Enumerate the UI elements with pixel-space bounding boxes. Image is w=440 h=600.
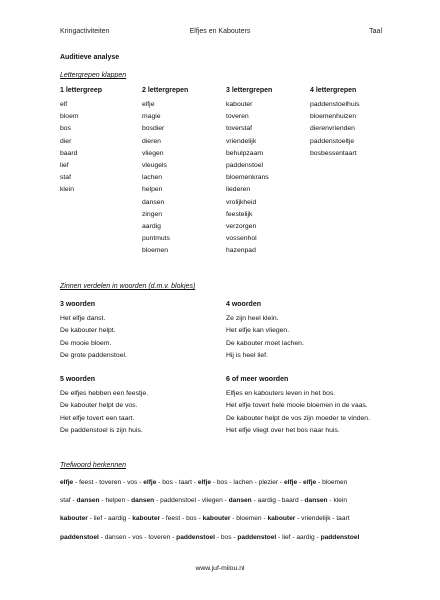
list-item: Hij is heel lief. [226, 352, 268, 360]
list-item: vliegen [142, 149, 164, 157]
list-item: aardig [142, 222, 161, 230]
list-item: hazenpad [226, 247, 256, 255]
keyword-highlight: paddenstoel [176, 534, 216, 541]
keyword-highlight: dansen [131, 497, 155, 504]
list-item: paddenstoelhuis [310, 101, 360, 108]
list-item: Het elfje kan vliegen. [226, 327, 290, 335]
list-item: Het elfje tovert hele mooie bloemen in de vaas. [226, 402, 368, 410]
word-list [142, 99, 188, 257]
keyword-filler: - bos - [215, 534, 238, 541]
column-heading: 2 lettergrepen [142, 87, 189, 94]
keyword-highlight: kabouter [132, 515, 161, 522]
keyword-line-3 [60, 516, 350, 523]
list-item: Ze zijn heel klein. [226, 315, 279, 322]
list-item: liederen [226, 186, 251, 194]
list-item: dier [60, 137, 72, 145]
column-heading: 1 lettergreep [60, 87, 103, 94]
keyword-highlight: elfje [197, 479, 212, 486]
list-item: Elfjes en kabouters leven in het bos. [226, 390, 336, 397]
sentence-block-5 [60, 376, 148, 438]
word-list [60, 99, 102, 197]
list-item: De paddenstoel is zijn huis. [60, 427, 143, 435]
keyword-filler: - [297, 479, 304, 486]
keyword-highlight: elfje [283, 479, 298, 486]
syllable-column-3 [226, 87, 272, 257]
keyword-filler: staf - [60, 497, 77, 504]
keyword-highlight: elfje [303, 479, 317, 486]
list-item: De kabouter helpt de vos zijn moeder te vinden. [226, 414, 370, 422]
keyword-filler: - vriendelijk - taart [295, 515, 350, 522]
syllable-column-2 [142, 87, 188, 257]
section-heading-syllables: Lettergrepen klappen [60, 72, 127, 79]
list-item: vleugels [142, 161, 167, 169]
list-item: elfje [142, 101, 155, 108]
list-item: dansen [142, 198, 165, 206]
sentence-list [226, 313, 304, 363]
keyword-line-2 [60, 498, 347, 505]
header-center: Elfjes en Kabouters [189, 28, 251, 35]
keyword-filler: - bos - lachen - plezier - [211, 479, 284, 486]
list-item: staf [60, 174, 71, 182]
syllable-column-1 [60, 87, 102, 197]
keyword-filler: - feest - bos - [160, 515, 203, 522]
list-item: Het elfje vliegt over het bos naar huis. [226, 427, 340, 435]
syllable-column-4 [310, 87, 360, 160]
sentence-list [60, 388, 148, 438]
header-right: Taal [369, 28, 382, 35]
list-item: elf [60, 101, 68, 108]
keyword-filler: - helpen - [99, 497, 132, 504]
keyword-highlight: kabouter [202, 515, 231, 522]
page-title: Auditieve analyse [60, 54, 120, 61]
list-item: toveren [226, 113, 249, 121]
list-item: puntmuts [142, 235, 170, 243]
column-heading: 3 lettergrepen [226, 87, 273, 94]
list-item: kabouter [226, 101, 253, 108]
word-list [310, 99, 360, 160]
list-item: magie [142, 113, 161, 121]
keyword-line-1 [60, 480, 347, 487]
list-item: behulpzaam [226, 149, 264, 157]
keyword-highlight: elfje [143, 479, 157, 486]
list-item: toverstaf [226, 125, 253, 133]
keyword-filler: - bos - taart - [156, 479, 198, 486]
list-item: feestelijk [226, 210, 253, 218]
list-item: De kabouter helpt. [60, 327, 116, 335]
keyword-filler: - bloemen [316, 479, 348, 486]
keyword-highlight: kabouter [267, 515, 296, 522]
keyword-highlight: kabouter [60, 515, 88, 522]
keyword-highlight: paddenstoel [237, 534, 277, 541]
keyword-highlight: paddenstoel [60, 534, 99, 541]
keyword-highlight: dansen [304, 497, 328, 504]
list-item: dieren [142, 137, 161, 145]
list-item: vrolijkheid [226, 198, 257, 206]
list-item: bosdier [142, 125, 165, 133]
list-item: helpen [142, 186, 163, 194]
keyword-highlight: dansen [228, 497, 252, 504]
keyword-filler: - feest - toveren - vos - [73, 479, 144, 486]
list-item: dierenvrienden [310, 125, 355, 133]
block-heading: 4 woorden [226, 301, 262, 308]
keyword-filler: - lief - aardig - [87, 515, 133, 522]
list-item: De elfjes hebben een feestje. [60, 390, 149, 397]
list-item: bloem [60, 113, 79, 121]
keyword-highlight: paddenstoel [320, 534, 360, 541]
list-item: lachen [142, 174, 163, 182]
keyword-highlight: dansen [76, 497, 100, 504]
keyword-line-4 [60, 535, 359, 542]
keyword-filler: - aardig - baard - [251, 497, 305, 504]
keyword-filler: - paddenstoel - vliegen - [154, 497, 229, 504]
header-left: Kringactiviteiten [60, 28, 110, 35]
list-item: bosbessentaart [310, 149, 357, 157]
keyword-filler: - dansen - vos - toveren - [98, 534, 177, 541]
keyword-filler: - bloemen - [230, 515, 268, 522]
list-item: De mooie bloem. [60, 339, 112, 347]
list-item: Het elfje danst. [60, 315, 106, 322]
sentence-list [226, 388, 370, 438]
list-item: paddenstoeltje [310, 137, 355, 145]
list-item: baard [60, 149, 78, 157]
list-item: vossenhol [226, 235, 257, 243]
keyword-highlight: elfje [60, 479, 74, 486]
list-item: De kabouter helpt de vos. [60, 402, 138, 410]
keyword-filler: - lief - aardig - [276, 534, 321, 541]
list-item: paddenstoel [226, 161, 264, 169]
section-heading-keyword: Trefwoord herkennen [60, 462, 127, 469]
list-item: lief [60, 161, 69, 169]
sentence-block-6plus [226, 376, 370, 438]
section-heading-sentences: Zinnen verdelen in woorden (d.m.v. blokjes) [60, 283, 196, 290]
list-item: zingen [142, 210, 163, 218]
block-heading: 5 woorden [60, 376, 96, 383]
sentence-block-3 [60, 301, 127, 363]
sentence-block-4 [226, 301, 304, 363]
list-item: bloemenhuizen [310, 113, 357, 121]
sentence-list [60, 313, 127, 363]
column-heading: 4 lettergrepen [310, 87, 357, 94]
list-item: vriendelijk [226, 137, 257, 145]
keyword-filler: - klein [327, 497, 348, 504]
list-item: bloemenkrans [226, 174, 269, 182]
footer-url: www.juf-milou.nl [195, 565, 245, 572]
list-item: Het elfje tovert een taart. [60, 414, 135, 422]
block-heading: 3 woorden [60, 301, 96, 308]
list-item: bloemen [142, 247, 169, 255]
list-item: klein [60, 186, 74, 194]
list-item: bos [60, 125, 71, 133]
list-item: De kabouter moet lachen. [226, 339, 304, 347]
list-item: verzorgen [226, 222, 257, 230]
block-heading: 6 of meer woorden [226, 376, 289, 383]
list-item: De grote paddenstoel. [60, 352, 127, 360]
word-list [226, 99, 272, 257]
